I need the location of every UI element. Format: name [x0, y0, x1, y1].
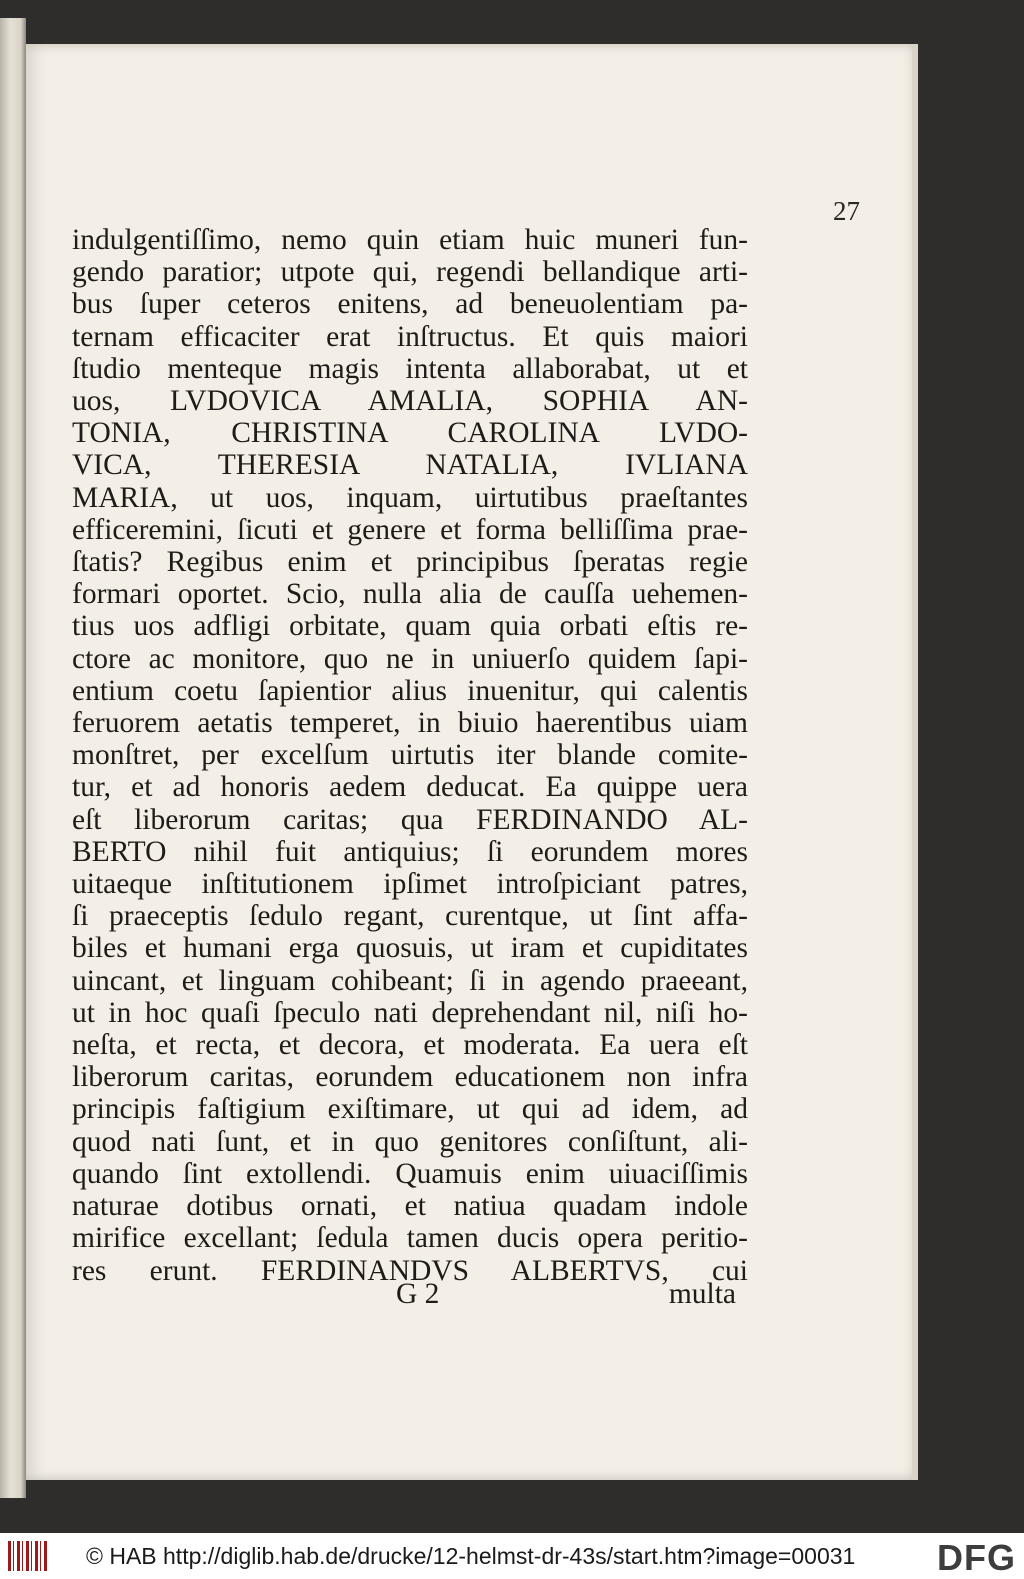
text-line: ctore ac monitore, quo ne in uniuerſo quidem ſapi- [72, 642, 748, 675]
text-line: TONIA, CHRISTINA CAROLINA LVDO- [72, 417, 748, 450]
text-line: efficeremini, ſicuti et genere et forma belliſſima prae- [72, 513, 748, 546]
text-line: gendo paratior; utpote qui, regendi bellandique arti- [72, 256, 748, 289]
copyright-link[interactable]: © HAB http://diglib.hab.de/drucke/12-helmst-dr-43s/start.htm?image=00031 [86, 1543, 856, 1569]
text-line: bus ſuper ceteros enitens, ad beneuolentiam pa- [72, 288, 748, 321]
left-page-edge [0, 18, 26, 1498]
text-line: MARIA, ut uos, inquam, uirtutibus praeſtantes [72, 481, 748, 514]
text-line: BERTO nihil fuit antiquius; ſi eorundem mores [72, 835, 748, 868]
dfg-logo: DFG [937, 1537, 1016, 1578]
signature-mark: G 2 [396, 1278, 440, 1310]
page-number: 27 [833, 196, 860, 226]
text-line: ut in hoc quaſi ſpeculo nati deprehendant nil, niſi ho- [72, 996, 748, 1029]
text-line: res erunt. FERDINANDVS ALBERTVS, cui [72, 1254, 748, 1287]
text-line: mirifice excellant; ſedula tamen ducis opera peritio- [72, 1222, 748, 1255]
text-line: feruorem aetatis temperet, in biuio haerentibus uiam [72, 707, 748, 740]
text-line: liberorum caritas, eorundem educationem non infra [72, 1061, 748, 1094]
text-line: ſtudio menteque magis intenta allaborabat, ut et [72, 352, 748, 385]
text-line: eſt liberorum caritas; qua FERDINANDO AL- [72, 803, 748, 836]
text-line: principis faſtigium exiſtimare, ut qui ad idem, ad [72, 1093, 748, 1126]
text-line: biles et humani erga quosuis, ut iram et cupiditates [72, 932, 748, 965]
text-line: tur, et ad honoris aedem deducat. Ea quippe uera [72, 771, 748, 804]
attribution-bar [0, 1533, 1024, 1579]
text-line: ſi praeceptis ſedulo regant, curentque, ut ſint affa- [72, 900, 748, 933]
page-right-edge [912, 44, 918, 1480]
text-line: uitaeque inſtitutionem ipſimet introſpiciant patres, [72, 868, 748, 901]
text-line: uincant, et linguam cohibeant; ſi in agendo praeeant, [72, 964, 748, 997]
text-line: formari oportet. Scio, nulla alia de cauſſa uehemen- [72, 578, 748, 611]
text-line: uos, LVDOVICA AMALIA, SOPHIA AN- [72, 385, 748, 418]
text-line: ſtatis? Regibus enim et principibus ſperatas regie [72, 546, 748, 579]
text-line: quando ſint extollendi. Quamuis enim uiuaciſſimis [72, 1157, 748, 1190]
text-line: tius uos adfligi orbitate, quam quia orbati eſtis re- [72, 610, 748, 643]
text-line: ternam efficaciter erat inſtructus. Et quis maiori [72, 320, 748, 353]
text-line: naturae dotibus ornati, et natiua quadam indole [72, 1190, 748, 1223]
text-line: quod nati ſunt, et in quo genitores conſiſtunt, ali- [72, 1125, 748, 1158]
barcode-icon [8, 1541, 48, 1571]
text-line: monſtret, per excelſum uirtutis iter blande comite- [72, 739, 748, 772]
text-line: VICA, THERESIA NATALIA, IVLIANA [72, 449, 748, 482]
text-line: indulgentiſſimo, nemo quin etiam huic muneri fun- [72, 224, 748, 256]
body-text [72, 224, 748, 1287]
text-line: neſta, et recta, et decora, et moderata. Ea uera eſt [72, 1029, 748, 1062]
text-line: entium coetu ſapientior alius inuenitur, qui calentis [72, 674, 748, 707]
catchword: multa [668, 1278, 736, 1310]
page-footer [72, 1278, 748, 1314]
